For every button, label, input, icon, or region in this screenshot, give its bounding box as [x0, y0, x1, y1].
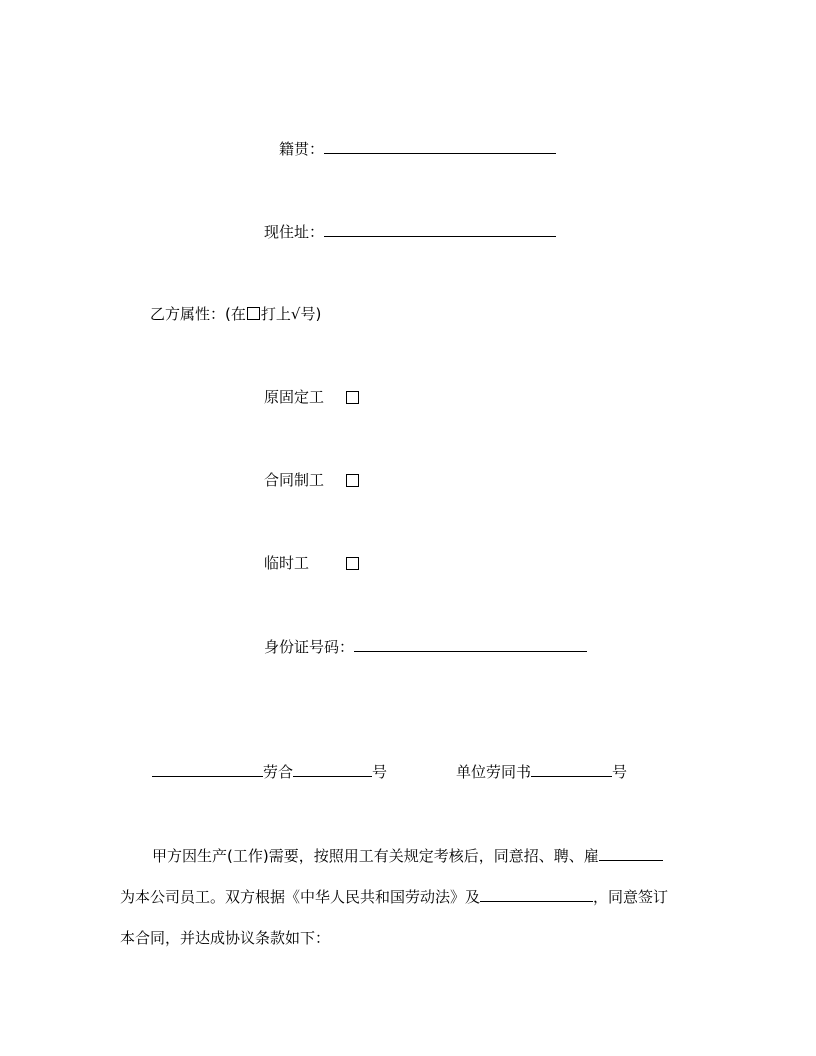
- id-number-label: 身份证号码：: [264, 638, 355, 656]
- address-field[interactable]: [324, 221, 556, 237]
- option-temp-worker-checkbox[interactable]: [346, 557, 359, 570]
- unit-contract-hao-label: 号: [612, 763, 628, 781]
- party-b-attribute-row: [150, 304, 321, 324]
- option-fixed-worker-label: 原固定工: [264, 388, 325, 406]
- contract-number-row: [152, 761, 387, 782]
- option-temp-worker-label: 临时工: [264, 554, 310, 572]
- native-place-row: [279, 138, 556, 159]
- regulation-field[interactable]: [480, 886, 593, 902]
- employee-name-field[interactable]: [599, 845, 663, 861]
- option-contract-worker-checkbox[interactable]: [346, 474, 359, 487]
- attribute-prefix: 乙方属性：(在: [150, 305, 246, 323]
- id-number-row: [264, 636, 587, 657]
- address-row: [264, 221, 556, 242]
- body-line-2: [120, 886, 668, 907]
- native-place-field[interactable]: [324, 138, 556, 154]
- native-place-label: 籍贯：: [279, 140, 325, 158]
- option-fixed-worker-checkbox[interactable]: [346, 391, 359, 404]
- body-line-2b-text: ，同意签订: [593, 888, 669, 906]
- body-line-3: 本合同，并达成协议条款如下：: [120, 929, 331, 947]
- id-number-field[interactable]: [354, 636, 587, 652]
- attribute-suffix: 打上: [260, 305, 291, 323]
- body-line-1-text: 甲方因生产(工作)需要，按照用工有关规定考核后，同意招、聘、雇: [152, 847, 599, 865]
- body-line-2a-text: 为本公司员工。双方根据《中华人民共和国劳动法》及: [120, 888, 481, 906]
- unit-contract-row: [456, 761, 627, 782]
- body-line-1: [152, 845, 663, 866]
- contract-number-field[interactable]: [293, 761, 372, 777]
- address-label: 现住址：: [264, 223, 325, 241]
- option-contract-worker-label: 合同制工: [264, 471, 325, 489]
- unit-contract-label: 单位劳同书: [456, 763, 532, 781]
- contract-lao-label: 劳合: [263, 763, 294, 781]
- unit-contract-number-field[interactable]: [531, 761, 612, 777]
- contract-prefix-field[interactable]: [152, 761, 263, 777]
- contract-hao-label: 号: [372, 763, 388, 781]
- checkbox-sample-icon: [247, 307, 260, 320]
- attribute-end: 号): [300, 305, 322, 323]
- check-mark-icon: √: [290, 305, 301, 323]
